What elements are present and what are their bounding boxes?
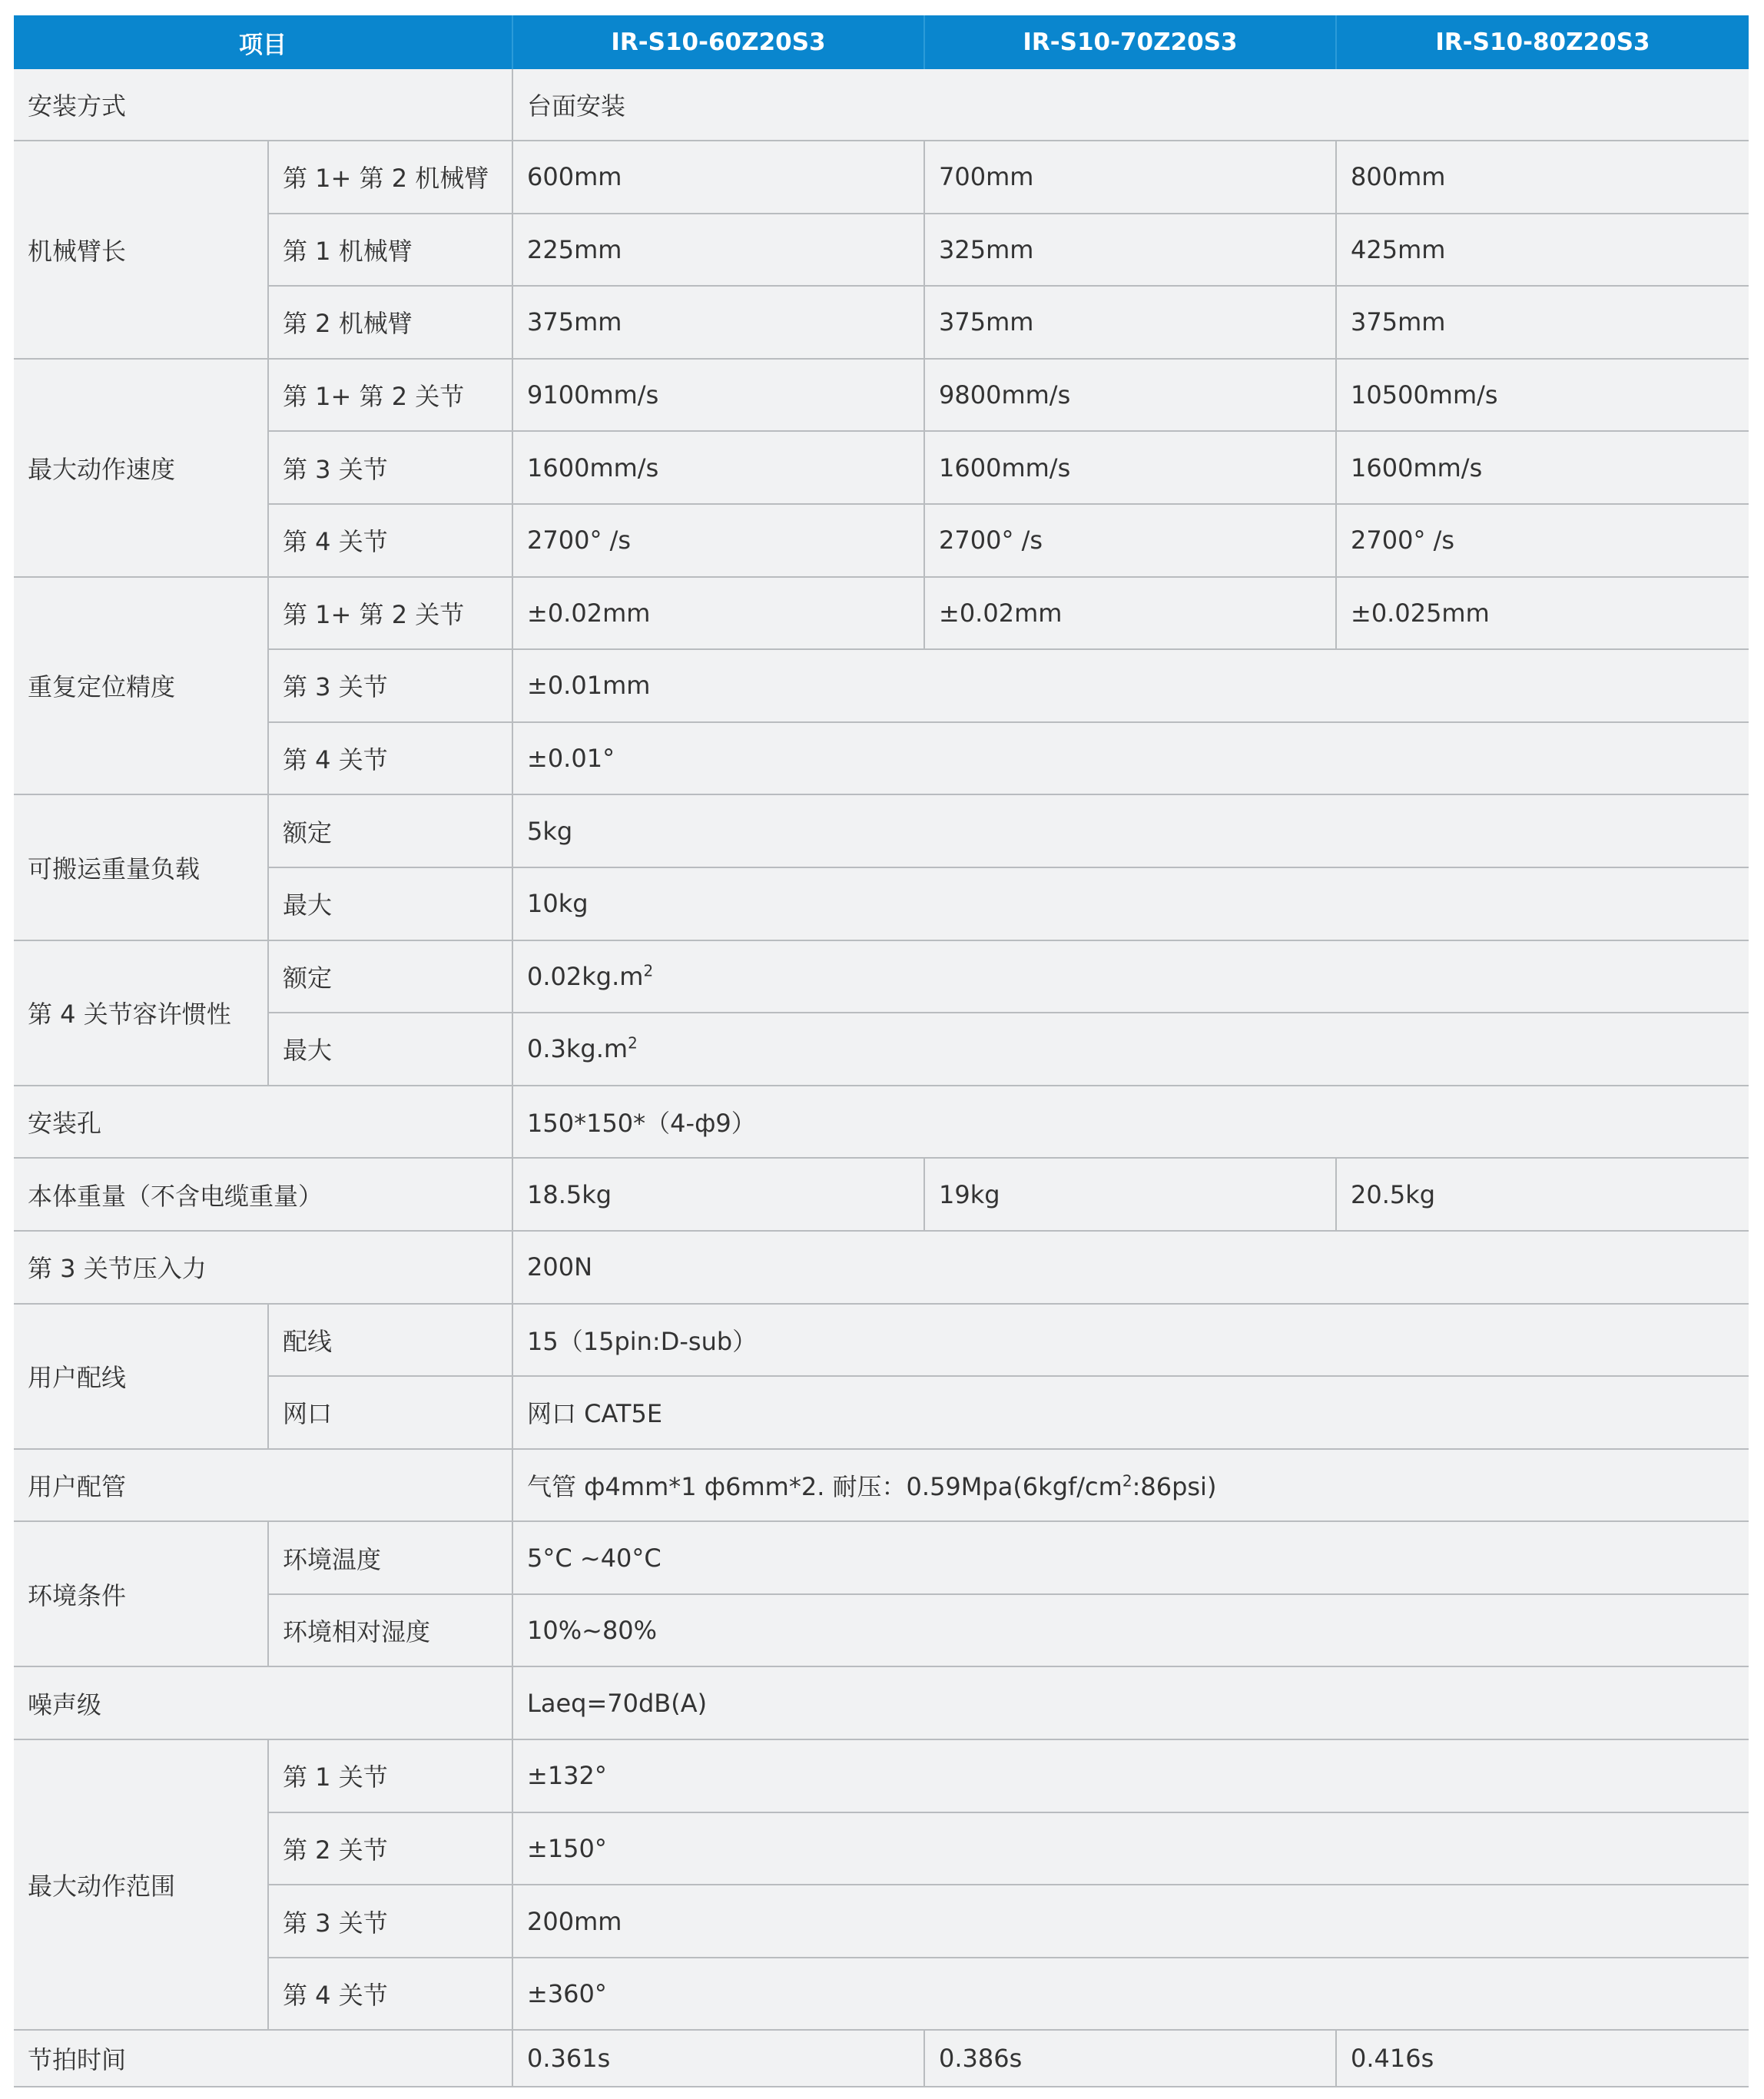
row-label: 最大动作速度 [14,359,268,577]
cell-value: ±360° [512,1958,1749,2031]
table-row [14,1376,1749,1449]
row-label: 第 4 关节容许惯性 [14,940,268,1086]
superscript: 2 [628,1033,638,1053]
sub-label: 最大 [268,867,512,940]
row-label: 安装孔 [14,1086,512,1159]
cell-value: 150*150*（4-ф9） [512,1086,1749,1159]
sub-label: 环境相对湿度 [268,1594,512,1667]
sub-label: 环境温度 [268,1521,512,1594]
cell-value: 1600mm/s [1336,431,1749,504]
table-row [14,1739,1749,1812]
value-text: 气管 ф4mm*1 ф6mm*2. 耐压：0.59Mpa(6kgf/cm [527,1471,1122,1501]
cell-value: 网口 CAT5E [512,1376,1749,1449]
cell-value: 0.361s [512,2030,924,2087]
table-row [14,722,1749,795]
sub-label: 第 4 关节 [268,504,512,577]
header-model-60: IR-S10-60Z20S3 [512,15,924,69]
sub-label: 第 2 机械臂 [268,286,512,359]
row-label: 最大动作范围 [14,1739,268,2030]
cell-value: 18.5kg [512,1158,924,1231]
cell-value: ±0.01mm [512,649,1749,722]
table-row [14,649,1749,722]
table-row [14,431,1749,504]
sub-label: 第 3 关节 [268,431,512,504]
value-text: 0.02kg.m [527,961,644,991]
table-row [14,1521,1749,1594]
row-label: 用户配管 [14,1449,512,1522]
spec-table [14,15,1749,2087]
row-label: 噪声级 [14,1666,512,1739]
table-row [14,577,1749,650]
cell-value: 10kg [512,867,1749,940]
table-row [14,69,1749,141]
row-label: 用户配线 [14,1304,268,1449]
row-label: 本体重量（不含电缆重量） [14,1158,512,1231]
cell-value: 200mm [512,1885,1749,1958]
value-text: :86psi) [1132,1471,1217,1501]
header-model-70: IR-S10-70Z20S3 [924,15,1336,69]
cell-value: 9800mm/s [924,359,1336,432]
table-row [14,1594,1749,1667]
table-row [14,940,1749,1013]
cell-value: 0.386s [924,2030,1336,2087]
cell-value: 425mm [1336,214,1749,287]
table-row [14,1013,1749,1086]
sub-label: 配线 [268,1304,512,1377]
table-row [14,1158,1749,1231]
row-label: 机械臂长 [14,141,268,359]
table-row [14,1304,1749,1377]
cell-value: 1600mm/s [512,431,924,504]
cell-value: 2700° /s [924,504,1336,577]
sub-label: 第 4 关节 [268,722,512,795]
superscript: 2 [1122,1471,1132,1491]
table-row [14,1958,1749,2031]
table-row [14,141,1749,214]
cell-value: 15（15pin:D-sub） [512,1304,1749,1377]
value-text: 0.3kg.m [527,1034,628,1064]
sub-label: 额定 [268,794,512,867]
cell-value: 0.416s [1336,2030,1749,2087]
header-item: 项目 [14,15,512,69]
cell-value: 2700° /s [1336,504,1749,577]
header-model-80: IR-S10-80Z20S3 [1336,15,1749,69]
row-label: 节拍时间 [14,2030,512,2087]
cell-value: ±0.02mm [512,577,924,650]
table-row [14,286,1749,359]
sub-label: 最大 [268,1013,512,1086]
cell-value: 9100mm/s [512,359,924,432]
cell-value: ±150° [512,1812,1749,1885]
cell-value: 200N [512,1231,1749,1304]
table-row [14,1231,1749,1304]
cell-value: 375mm [1336,286,1749,359]
cell-value: 5kg [512,794,1749,867]
sub-label: 第 1 机械臂 [268,214,512,287]
sub-label: 第 1+ 第 2 关节 [268,359,512,432]
cell-value: 225mm [512,214,924,287]
cell-value: 台面安装 [512,69,1749,141]
sub-label: 第 4 关节 [268,1958,512,2031]
sub-label: 第 3 关节 [268,649,512,722]
table-row [14,214,1749,287]
table-row [14,359,1749,432]
cell-value: 600mm [512,141,924,214]
sub-label: 第 2 关节 [268,1812,512,1885]
row-label: 环境条件 [14,1521,268,1666]
cell-value: 375mm [512,286,924,359]
cell-value: 700mm [924,141,1336,214]
superscript: 2 [643,961,654,980]
sub-label: 第 1+ 第 2 机械臂 [268,141,512,214]
table-row [14,1449,1749,1522]
row-label: 第 3 关节压入力 [14,1231,512,1304]
cell-value: 19kg [924,1158,1336,1231]
sub-label: 网口 [268,1376,512,1449]
sub-label: 第 1+ 第 2 关节 [268,577,512,650]
table-row [14,1812,1749,1885]
table-row [14,1086,1749,1159]
cell-value [512,1013,1749,1086]
cell-value: 5°C ~40°C [512,1521,1749,1594]
cell-value: Laeq=70dB(A) [512,1666,1749,1739]
cell-value: 375mm [924,286,1336,359]
header-row [14,15,1749,69]
table-row [14,2030,1749,2087]
row-label: 可搬运重量负载 [14,794,268,940]
sub-label: 第 1 关节 [268,1739,512,1812]
table-row [14,1885,1749,1958]
cell-value: ±0.01° [512,722,1749,795]
row-label: 重复定位精度 [14,577,268,795]
table-row [14,504,1749,577]
cell-value: 1600mm/s [924,431,1336,504]
cell-value: 10500mm/s [1336,359,1749,432]
cell-value: 20.5kg [1336,1158,1749,1231]
table-row [14,1666,1749,1739]
cell-value: 325mm [924,214,1336,287]
sub-label: 额定 [268,940,512,1013]
cell-value: ±0.025mm [1336,577,1749,650]
cell-value [512,940,1749,1013]
table-row [14,867,1749,940]
cell-value: ±132° [512,1739,1749,1812]
cell-value: 10%~80% [512,1594,1749,1667]
cell-value: 800mm [1336,141,1749,214]
cell-value [512,1449,1749,1522]
cell-value: ±0.02mm [924,577,1336,650]
row-label: 安装方式 [14,69,512,141]
sub-label: 第 3 关节 [268,1885,512,1958]
cell-value: 2700° /s [512,504,924,577]
table-row [14,794,1749,867]
